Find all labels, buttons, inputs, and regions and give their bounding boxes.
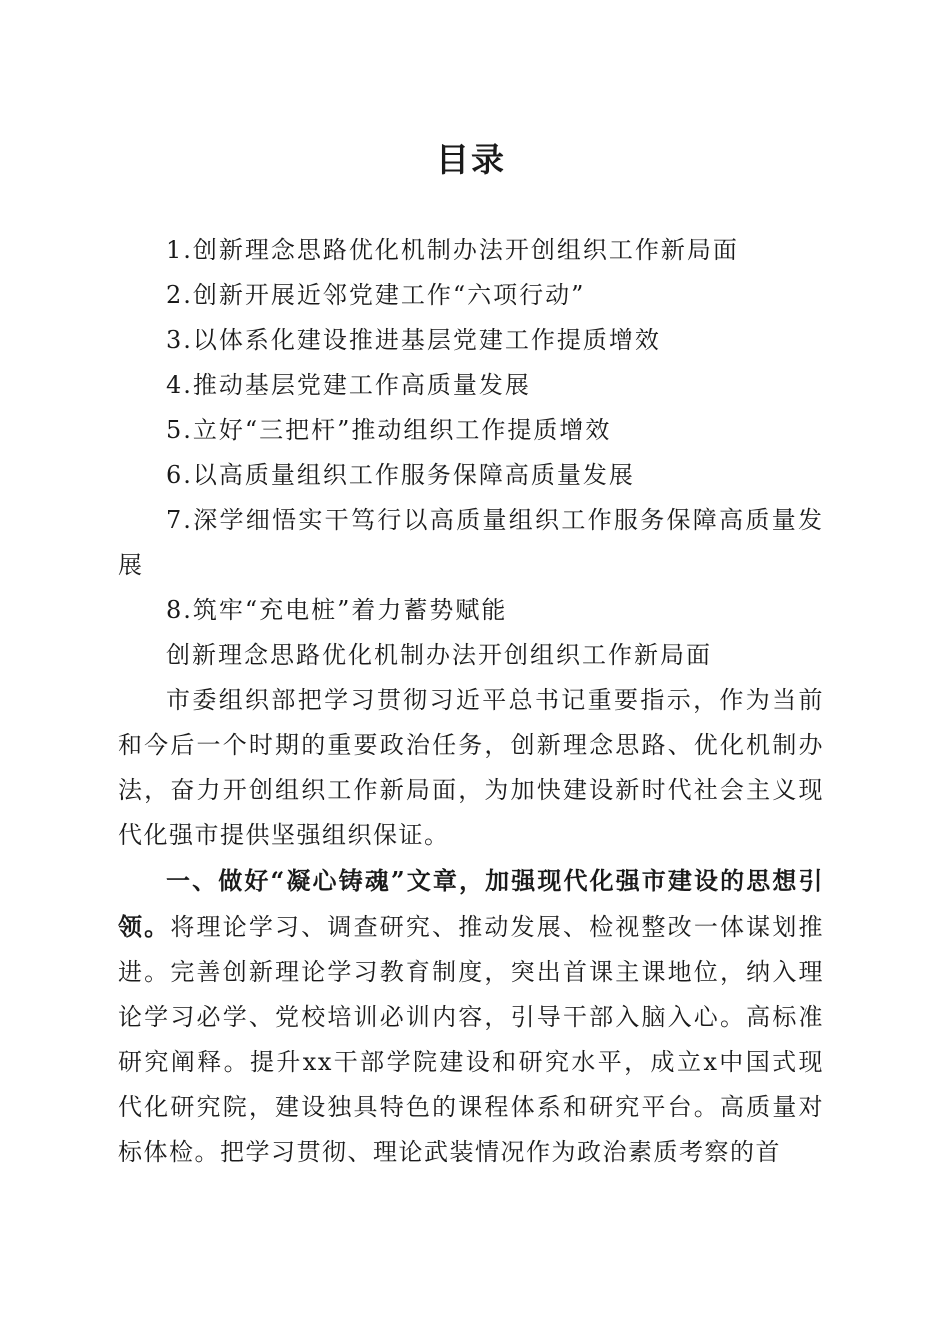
toc-item-6: 6.以高质量组织工作服务保障高质量发展 [166,461,635,489]
toc-item-5: 5.立好“三把杆”推动组织工作提质增效 [166,416,612,444]
page-title: 目录 [436,140,506,179]
toc-item-8: 8.筑牢“充电桩”着力蓄势赋能 [166,596,508,624]
intro-paragraph: 市委组织部把学习贯彻习近平总书记重要指示，作为当前和今后一个时期的重要政治任务，创新理念思路、优化机制办法，奋力开创组织工作新局面，为加快建设新时代社会主义现代化强市提供坚强组织保证。 [118,686,824,849]
toc-item-4: 4.推动基层党建工作高质量发展 [166,371,531,399]
document-body [118,228,824,1175]
toc-item-1: 1.创新理念思路优化机制办法开创组织工作新局面 [166,236,739,264]
toc-item-2: 2.创新开展近邻党建工作“六项行动” [166,281,586,309]
section-1-text: 将理论学习、调查研究、推动发展、检视整改一体谋划推进。完善创新理论学习教育制度，突出首课主课地位，纳入理论学习必学、党校培训必训内容，引导干部入脑入心。高标准研究阐释。提升xx干部学院建设和研究水平，成立x中国式现代化研究院，建设独具特色的课程体系和研究平台。高质量对标体检。把学习贯彻、理论武装情况作为政治素质考察的首 [118,913,825,1166]
toc-item-3: 3.以体系化建设推进基层党建工作提质增效 [166,326,661,354]
article-title: 创新理念思路优化机制办法开创组织工作新局面 [166,641,712,669]
section-1-heading: 一、做好“凝心铸魂”文章，加强现代化强市建设的思想引领。 [118,866,824,941]
section-1-paragraph [118,858,824,1175]
toc-item-7: 7.深学细悟实干笃行以高质量组织工作服务保障高质量发展 [118,506,824,579]
